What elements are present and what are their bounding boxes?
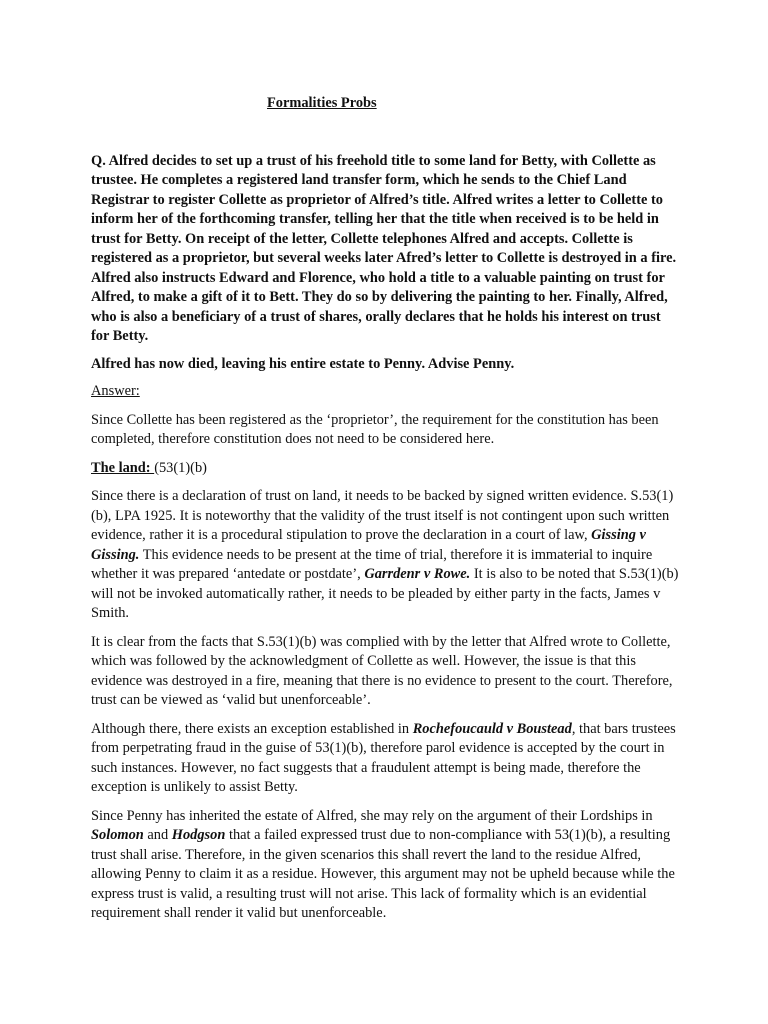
question-paragraph: Q. Alfred decides to set up a trust of his freehold title to some land for Betty, with Collette as trustee. He completes a registered land transfer form, which he sends to the Chief Land Registrar to register Collette as proprietor of Alfred’s title. Alfred writes a letter to Collette to inform her of the forthcoming transfer, telling her that the title when received is to be held in trust for Betty. On receipt of the letter, Collette telephones Alfred and accepts. Collette is registered as a proprietor, but several weeks later Afred’s letter to Collette is destroyed in a fire. Alfred also instructs Edward and Florence, who hold a title to a valuable painting on trust for Alfred, to make a gift of it to Bett. They do so by delivering the painting to her. Finally, Alfred, who is also a beneficiary of a trust of shares, orally declares that he holds his interest on trust for Betty. <box>91 152 677 344</box>
case-citation: Gissing v Gissing. <box>91 527 646 563</box>
case-citation: Solomon <box>91 827 144 843</box>
constitution-paragraph: Since Collette has been registered as the ‘proprietor’, the requirement for the constitution has been completed, therefore constitution does not need to be considered here. <box>91 411 659 447</box>
case-citation: Rochefoucauld v Boustead <box>412 720 572 737</box>
land-heading: The land: <box>91 459 155 476</box>
text-run: This evidence needs to be present at the time of trial, therefore it is immaterial to inquire whether it was prepared ‘antedate or postdate’, <box>91 546 653 582</box>
text-run: Although there, there exists an exception established in <box>91 720 413 737</box>
land-statute-ref: (53(1)(b) <box>154 459 207 476</box>
text-run: , that bars trustees from perpetrating fraud in the guise of 53(1)(b), therefore parol evidence is accepted by the court in such instances. However, no fact suggests that a fraudulent attempt is being made, therefore the exception is unlikely to assist Betty. <box>91 720 676 795</box>
text-run: Since there is a declaration of trust on land, it needs to be backed by signed written evidence. S.53(1)(b), LPA 1925. It is noteworthy that the validity of the trust itself is not contingent upon such written evidence, rather it is a procedural stipulation to prove the declaration in a court of law, <box>91 488 674 543</box>
answer-label-line <box>91 382 681 402</box>
case-citation: Hodgson <box>171 827 226 843</box>
answer-label: Answer: <box>91 383 140 399</box>
document-body <box>91 94 681 933</box>
text-run: It is also to be noted that S.53(1)(b) will not be invoked automatically rather, it needs to be pleaded by either party in the facts, James v Smith. <box>91 566 679 621</box>
document-title: Formalities Probs <box>267 95 377 111</box>
land-heading-line <box>91 459 681 479</box>
question-instruction: Alfred has now died, leaving his entire estate to Penny. Advise Penny. <box>91 355 515 372</box>
fraud-exception-paragraph <box>91 720 681 798</box>
resulting-trust-paragraph <box>91 807 681 924</box>
text-run: and <box>143 827 172 843</box>
written-evidence-paragraph <box>91 487 681 624</box>
text-run: that a failed expressed trust due to non-compliance with 53(1)(b), a resulting trust shall arise. Therefore, in the given scenarios this shall revert the land to the residue Alfred, allowing Penny to claim it as a residue. However, this argument may not be upheld because while the express trust is valid, a resulting trust will not arise. This lack of formality which is an evidential requirement shall render it valid but unenforceable. <box>91 827 675 921</box>
compliance-paragraph: It is clear from the facts that S.53(1)(b) was complied with by the letter that Alfred wrote to Collette, which was followed by the acknowledgment of Collette as well. However, the issue is that this evidence was destroyed in a fire, meaning that there is no evidence to present to the court. Therefore, trust can be viewed as ‘valid but unenforceable’. <box>91 633 673 708</box>
case-citation: Garrdenr v Rowe. <box>364 566 471 582</box>
text-run: Since Penny has inherited the estate of Alfred, she may rely on the argument of their Lordships in <box>91 807 653 824</box>
